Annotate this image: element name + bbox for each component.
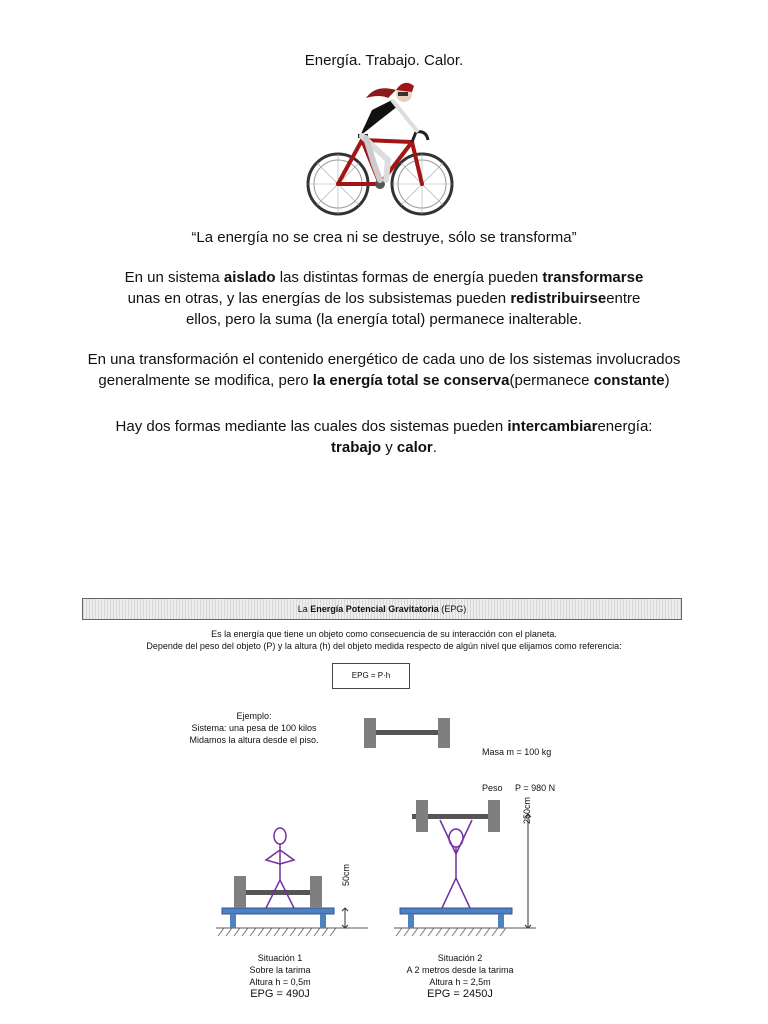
paragraph-line: trabajo y calor.	[331, 439, 437, 456]
paragraph-line: ellos, pero la suma (la energía total) permanece inalterable.	[185, 311, 583, 328]
epg-description: Es la energía que tiene un objeto como consecuencia de su interacción con el planeta. Depende del peso del objeto (P) y la altura (h) del objeto medida respecto de algún nivel que elijamos como referencia:	[146, 629, 622, 651]
dimension-label-250cm: 250cm	[522, 796, 532, 824]
situation-2-caption: Situación 2 A 2 metros desde la tarima Altura h = 2,5m EPG = 2450J	[380, 952, 540, 1000]
epg-section-header: La Energía Potencial Gravitatoria (EPG)	[82, 598, 682, 620]
paragraph-exchange	[0, 416, 768, 458]
situation-2-epg: EPG = 2450J	[427, 988, 493, 1000]
epg-formula-box: EPG = P·h	[332, 663, 410, 689]
paragraph-line: generalmente se modifica, pero la energía total se conserva(permanece constante)	[98, 372, 670, 389]
paragraph-line: unas en otras, y las energías de los subsistemas pueden redistribuirseentre	[127, 290, 641, 307]
situation-2-figure	[390, 796, 540, 940]
example-description: Ejemplo: Sistema: una pesa de 100 kilos Midamos la altura desde el piso.	[189, 711, 319, 745]
example-values: Masa m = 100 kg Peso P = 980 N	[482, 747, 556, 793]
paragraph-conservation	[0, 349, 768, 391]
dimension-label-50cm: 50cm	[341, 863, 351, 886]
page-title: Energía. Trabajo. Calor.	[304, 52, 464, 69]
barbell-icon	[360, 716, 454, 750]
paragraph-line: Hay dos formas mediante las cuales dos sistemas pueden intercambiarenergía:	[115, 418, 653, 435]
situation-1-caption: Situación 1 Sobre la tarima Altura h = 0,5m EPG = 490J	[210, 952, 350, 1000]
paragraph-line: En una transformación el contenido energético de cada uno de los sistemas involucrados	[87, 351, 681, 368]
quote: “La energía no se crea ni se destruye, sólo se transforma”	[191, 229, 577, 246]
paragraph-line: En un sistema aislado las distintas formas de energía pueden transformarse	[124, 269, 644, 286]
cyclist-illustration	[300, 80, 460, 220]
paragraph-isolated-system	[0, 267, 768, 330]
situation-1-epg: EPG = 490J	[250, 988, 310, 1000]
